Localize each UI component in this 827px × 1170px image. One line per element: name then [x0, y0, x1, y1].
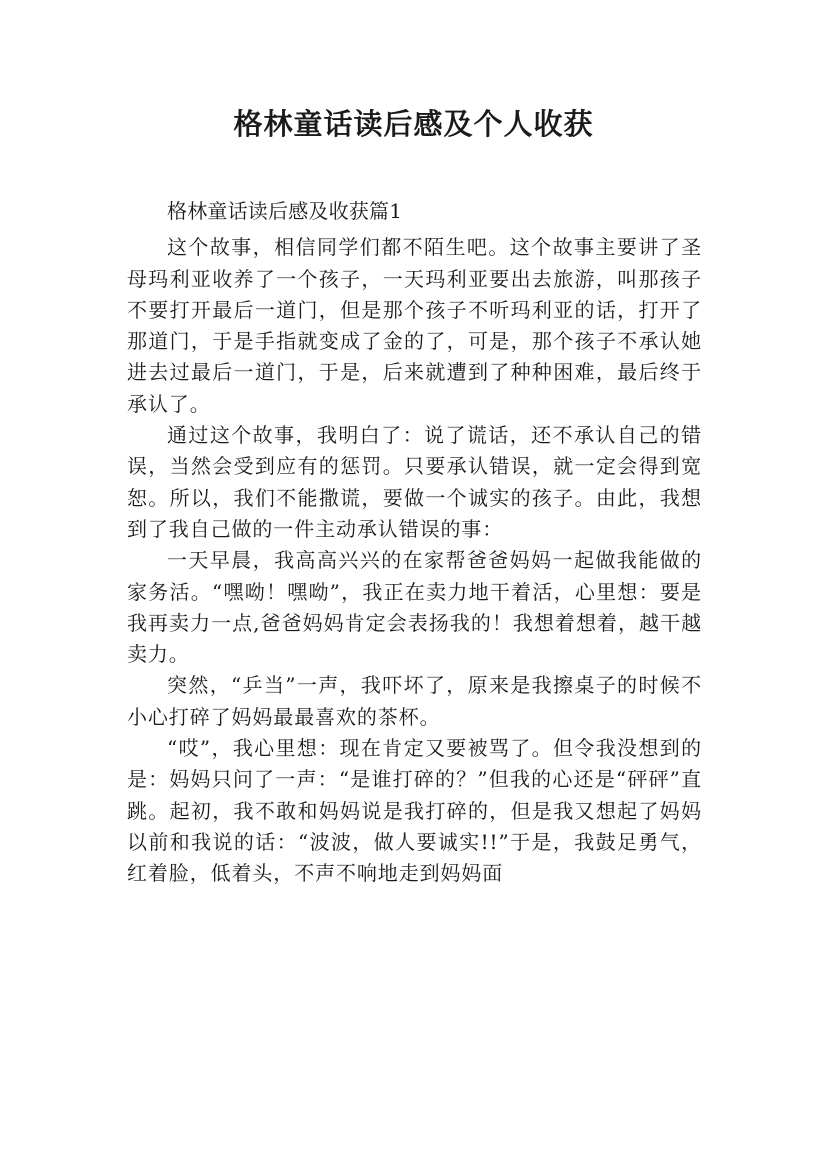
- document-body: [127, 196, 702, 890]
- paragraph-3: 一天早晨，我高高兴兴的在家帮爸爸妈妈一起做我能做的家务活。“嘿呦！嘿呦”，我正在卖力地干着活，心里想：要是我再卖力一点,爸爸妈妈肯定会表扬我的！我想着想着，越干越卖力。: [127, 548, 702, 667]
- paragraph-5: “哎”，我心里想：现在肯定又要被骂了。但令我没想到的是：妈妈只问了一声：“是谁打碎的？”但我的心还是“砰砰”直跳。起初，我不敢和妈妈说是我打碎的，但是我又想起了妈妈以前和我说的话：“波波，做人要诚实!!”于是，我鼓足勇气，红着脸，低着头，不声不响地走到妈妈面: [127, 736, 702, 886]
- paragraph-2: 通过这个故事，我明白了：说了谎话，还不承认自己的错误，当然会受到应有的惩罚。只要承认错误，就一定会得到宽恕。所以，我们不能撒谎，要做一个诚实的孩子。由此，我想到了我自己做的一件主动承认错误的事：: [127, 423, 702, 541]
- paragraph-1: 这个故事，相信同学们都不陌生吧。这个故事主要讲了圣母玛利亚收养了一个孩子，一天玛利亚要出去旅游，叫那孩子不要打开最后一道门，但是那个孩子不听玛利亚的话，打开了那道门，于是手指就变成了金的了，可是，那个孩子不承认她进去过最后一道门，于是，后来就遭到了种种困难，最后终于承认了。: [127, 235, 702, 416]
- paragraph-4: 突然，“乒当”一声，我吓坏了，原来是我擦桌子的时候不小心打碎了妈妈最最喜欢的茶杯。: [127, 673, 702, 729]
- section-heading: 格林童话读后感及收获篇1: [167, 199, 403, 223]
- document-title: 格林童话读后感及个人收获: [233, 107, 594, 141]
